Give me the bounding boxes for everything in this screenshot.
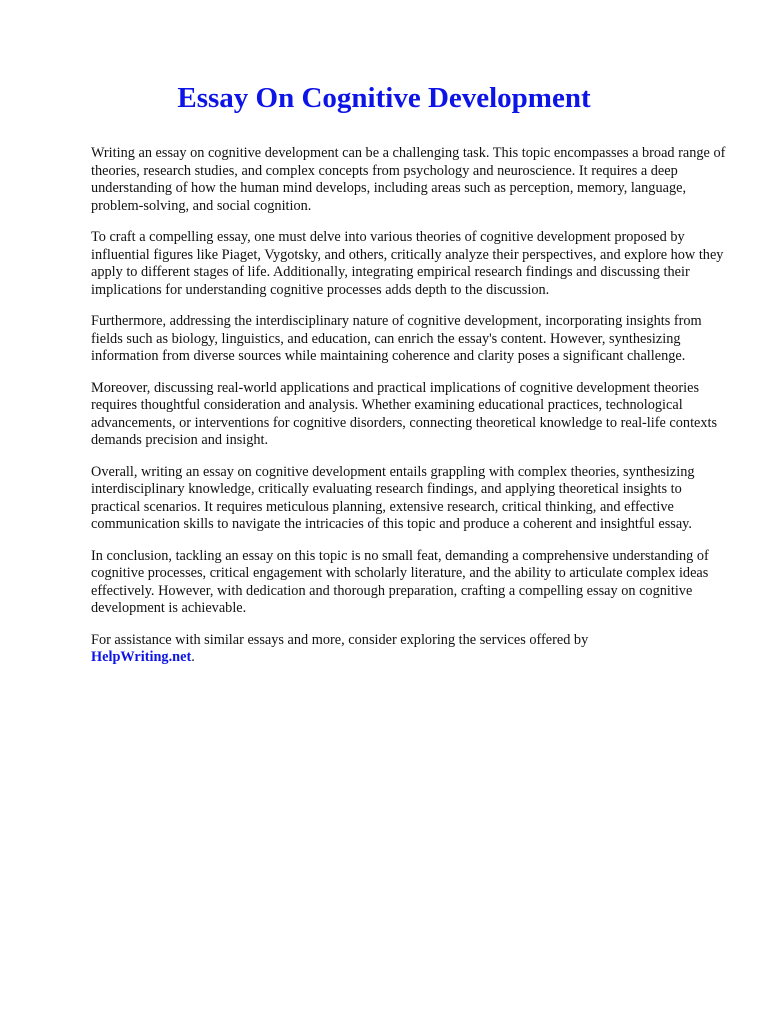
document-title: Essay On Cognitive Development bbox=[177, 82, 591, 114]
paragraph-applications: Moreover, discussing real-world applications and practical implications of cognitive development theories requires thoughtful consideration and analysis. Whether examining educational practices, technological advancements, or interventions for cognitive disorders, connecting theoretical knowledge to real-life contexts demands precision and insight. bbox=[91, 379, 718, 448]
paragraph-interdisciplinary: Furthermore, addressing the interdisciplinary nature of cognitive development, incorporating insights from fields such as biology, linguistics, and education, can enrich the essay's content. However, synthesizing information from diverse sources while maintaining coherence and clarity poses a significant challenge. bbox=[91, 313, 702, 364]
paragraph-overall: Overall, writing an essay on cognitive development entails grappling with complex theories, synthesizing interdisciplinary knowledge, critically evaluating research findings, and applying theoretical insights to practical scenarios. It requires meticulous planning, extensive research, critical thinking, and effective communication skills to navigate the intricacies of this topic and produce a coherent and insightful essay. bbox=[91, 463, 695, 532]
closing-text: For assistance with similar essays and more, consider exploring the services offered by bbox=[91, 631, 589, 648]
paragraph-intro: Writing an essay on cognitive development can be a challenging task. This topic encompasses a broad range of theories, research studies, and complex concepts from psychology and neuroscience. It requires a deep understanding of how the human mind develops, including areas such as perception, memory, language, problem-solving, and social cognition. bbox=[91, 145, 726, 214]
paragraph-conclusion: In conclusion, tackling an essay on this topic is no small feat, demanding a comprehensive understanding of cognitive processes, critical engagement with scholarly literature, and the ability to articulate complex ideas effectively. However, with dedication and thorough preparation, crafting a compelling essay on cognitive development is achievable. bbox=[91, 547, 709, 616]
closing-period: . bbox=[191, 649, 195, 665]
helpwriting-link[interactable]: HelpWriting.net bbox=[91, 649, 192, 665]
closing-paragraph bbox=[91, 632, 727, 667]
document-body bbox=[91, 145, 727, 681]
paragraph-theories: To craft a compelling essay, one must delve into various theories of cognitive development proposed by influential figures like Piaget, Vygotsky, and others, critically analyze their perspectives, and explore how they apply to different stages of life. Additionally, integrating empirical research findings and discussing their implications for understanding cognitive processes adds depth to the discussion. bbox=[91, 229, 724, 298]
